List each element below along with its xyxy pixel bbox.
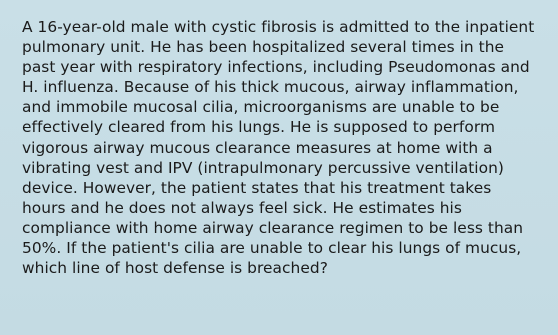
question-text: A 16-year-old male with cystic fibrosis is admitted to the inpatient pulmonary unit. He has been hospitalized several times in the past year with respiratory infections, including Pseudomonas and H. influenza. Because of his thick mucous, airway inflammation, and immobile mucosal cilia, microorganisms are unable to be effectively cleared from his lungs. He is supposed to perform vigorous airway mucous clearance measures at home with a vibrating vest and IPV (intrapulmonary percussive ventilation) device. However, the patient states that his treatment takes hours and he does not always feel sick. He estimates his compliance with home airway clearance regimen to be less than 50%. If the patient's cilia are unable to clear his lungs of mucus, which line of host defense is breached?	[22, 18, 535, 278]
